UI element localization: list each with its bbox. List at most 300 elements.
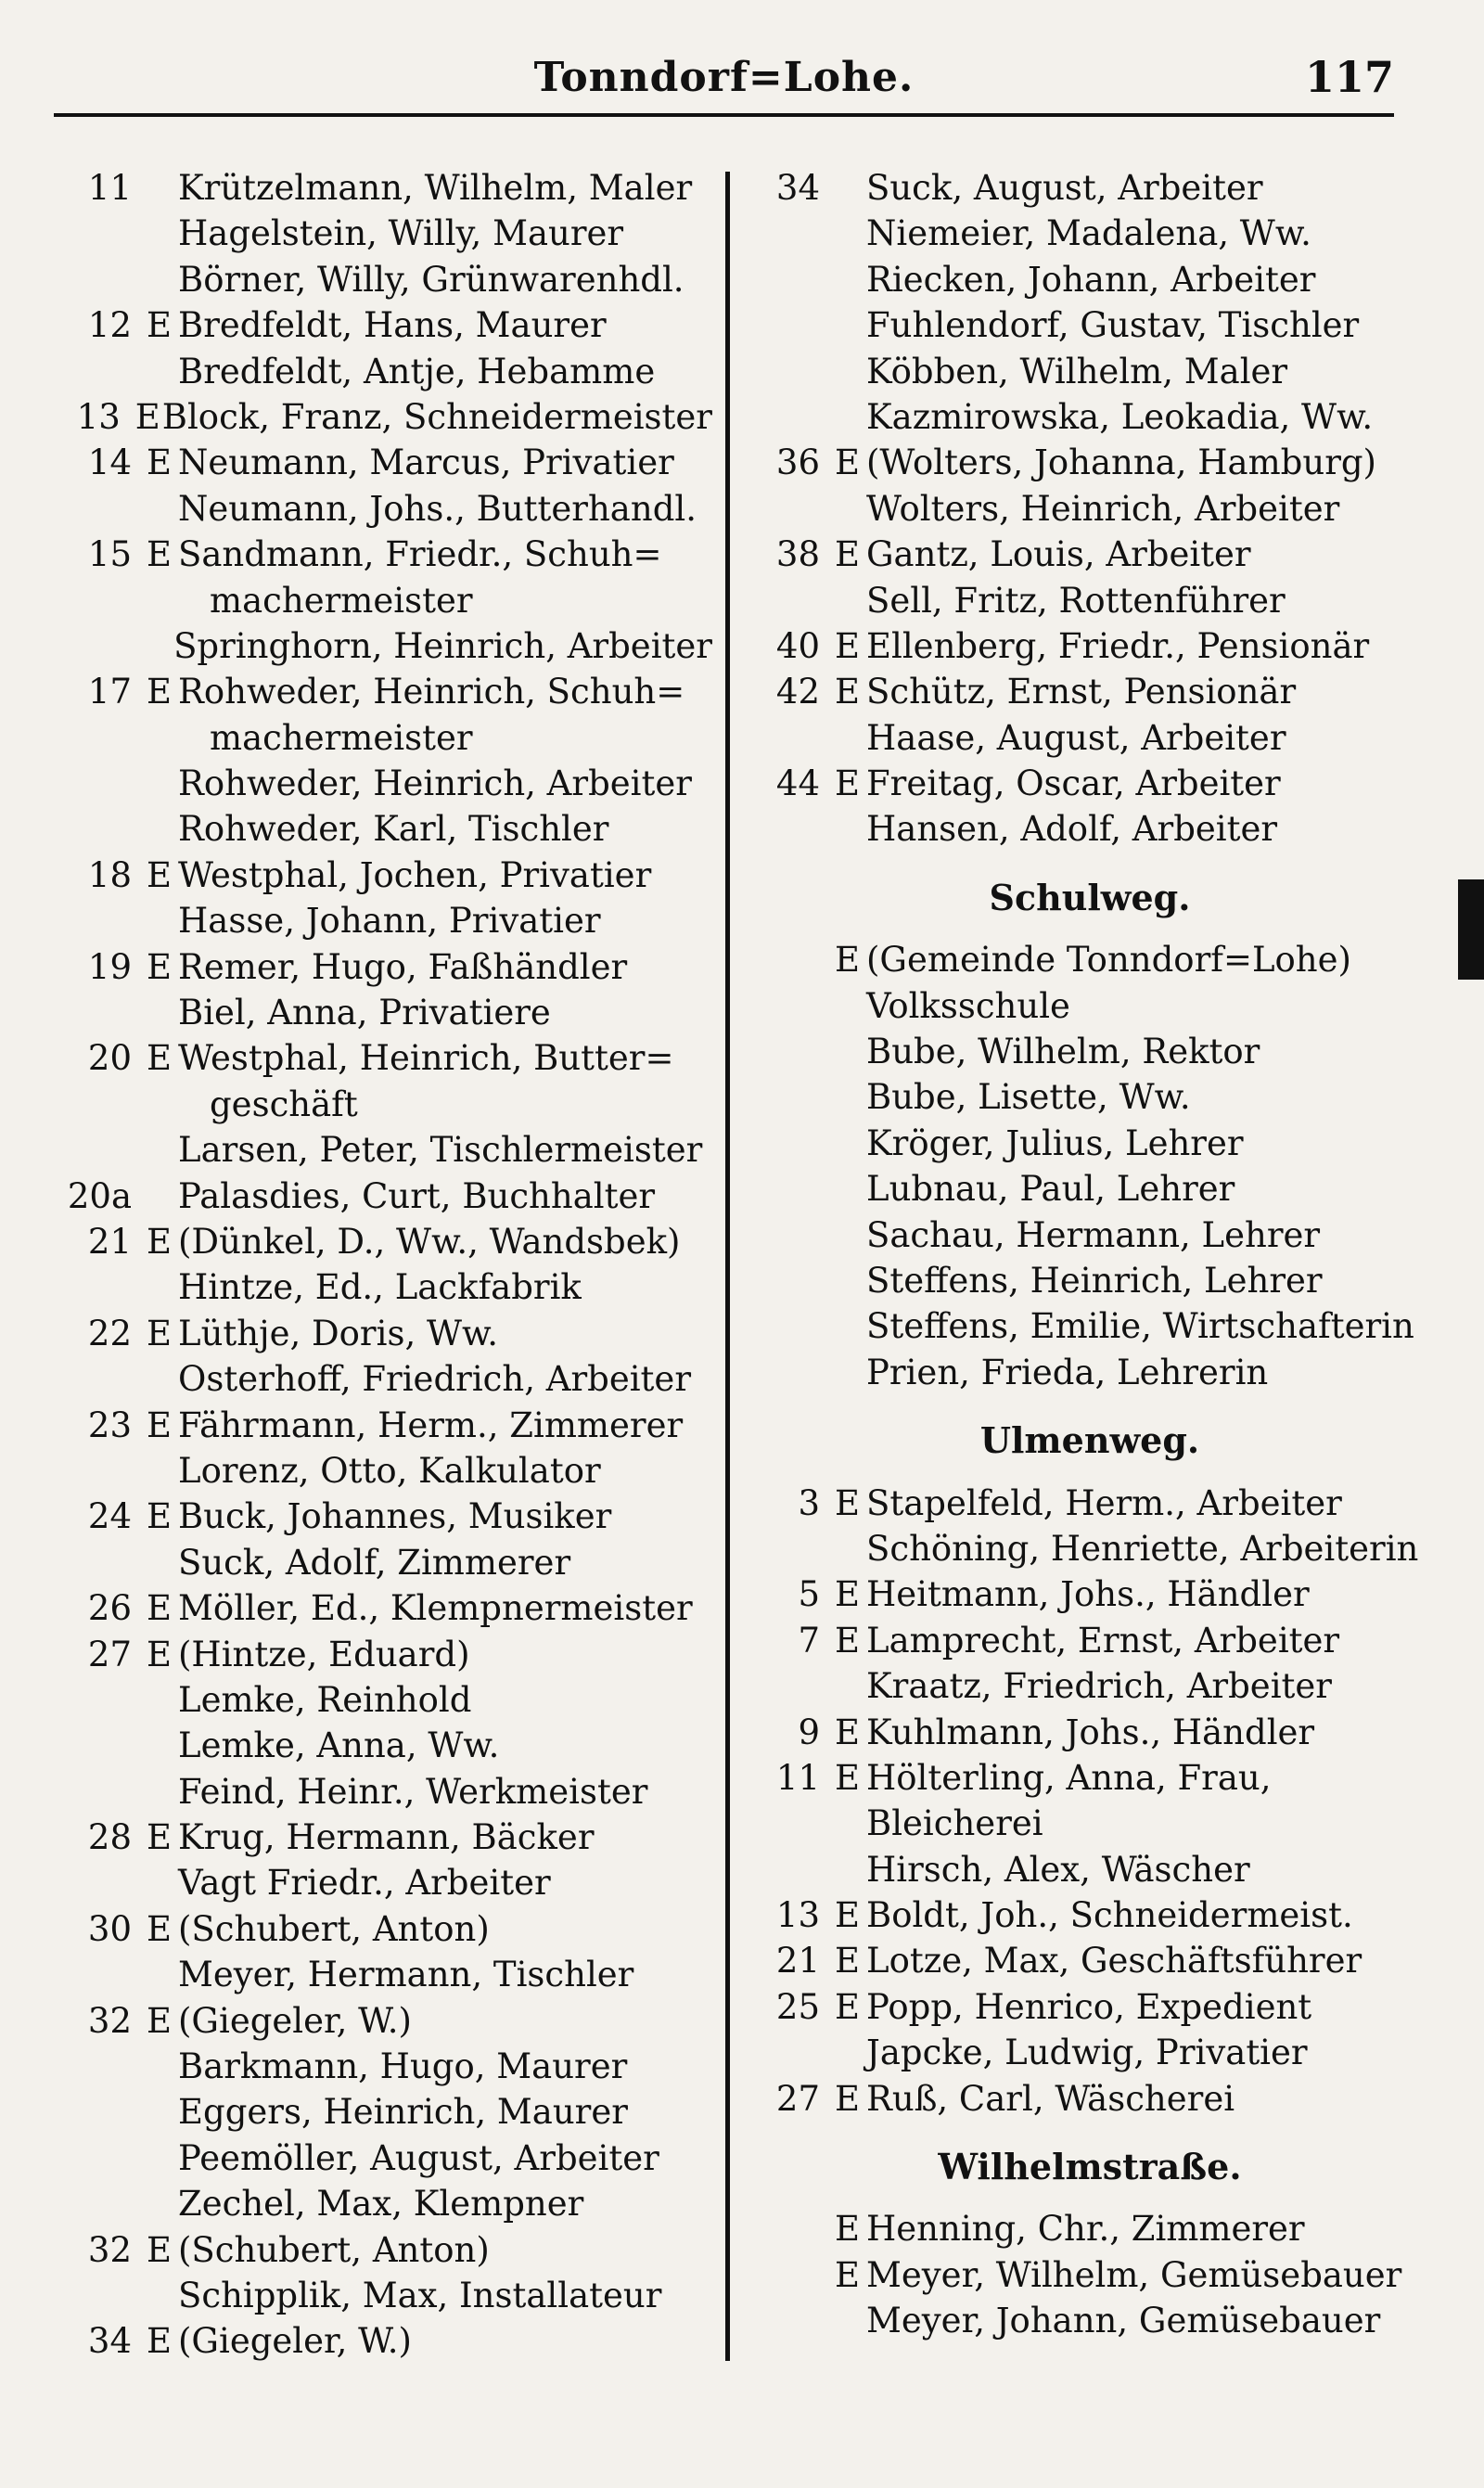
directory-entry: [756, 2076, 1424, 2122]
house-number: [54, 578, 147, 623]
owner-mark: [835, 1663, 866, 1709]
owner-mark: [147, 2135, 178, 2181]
directory-entry: [756, 1847, 1424, 1892]
directory-entry: [756, 1074, 1424, 1120]
resident-text: machermeister: [210, 580, 473, 621]
owner-mark: E: [835, 534, 861, 575]
directory-entry: [54, 806, 712, 852]
owner-mark: E: [835, 672, 861, 712]
house-number: [756, 578, 835, 623]
owner-mark: [835, 2298, 866, 2343]
directory-entry: [756, 669, 1424, 714]
house-number: 15: [87, 534, 132, 575]
owner-mark: [835, 349, 866, 394]
owner-mark: [147, 715, 178, 761]
house-number: 20: [87, 1038, 132, 1079]
resident-text: Buck, Johannes, Musiker: [178, 1496, 612, 1537]
owner-mark: [147, 211, 178, 256]
house-number: 32: [87, 2000, 132, 2041]
directory-entry: [54, 1952, 712, 1997]
directory-entry: [54, 761, 712, 806]
resident-text: Prien, Frieda, Lehrerin: [866, 1352, 1269, 1392]
house-number: [756, 1801, 835, 1846]
resident-text: Lüthje, Doris, Ww.: [178, 1313, 499, 1353]
owner-mark: [147, 578, 178, 623]
resident-text: Hintze, Ed., Lackfabrik: [178, 1267, 582, 1308]
owner-mark: E: [835, 1574, 861, 1615]
owner-mark: [147, 349, 178, 394]
owner-mark: [835, 302, 866, 348]
directory-entry: [756, 2252, 1424, 2298]
resident-text: Hasse, Johann, Privatier: [178, 901, 601, 942]
house-number: [54, 1952, 147, 1997]
resident-text: Stapelfeld, Herm., Arbeiter: [866, 1482, 1342, 1523]
house-number: [756, 1029, 835, 1074]
house-number: [756, 211, 835, 256]
resident-text: Rohweder, Karl, Tischler: [178, 809, 609, 850]
owner-mark: E: [147, 1404, 173, 1445]
owner-mark: [147, 806, 178, 852]
street-heading: Schulweg.: [989, 876, 1191, 918]
house-number: 7: [798, 1620, 820, 1661]
owner-mark: [835, 578, 866, 623]
resident-text: Heitmann, Johs., Händler: [866, 1574, 1310, 1615]
resident-text: Volksschule: [866, 985, 1070, 1026]
directory-entry: [54, 1585, 712, 1631]
owner-mark: [147, 1540, 178, 1585]
owner-mark: E: [835, 1620, 861, 1661]
owner-mark: E: [835, 940, 861, 981]
owner-mark: [835, 1526, 866, 1571]
owner-mark: [147, 761, 178, 806]
directory-entry: [54, 1769, 712, 1815]
directory-entry: [756, 1938, 1424, 1983]
page-header: [54, 46, 1394, 117]
owner-mark: E: [835, 2254, 861, 2295]
house-number: [54, 211, 147, 256]
resident-text: Ruß, Carl, Wäscherei: [866, 2078, 1235, 2119]
directory-entry: [756, 1801, 1424, 1846]
resident-text: (Wolters, Johanna, Hamburg): [866, 442, 1376, 483]
house-number: [756, 1663, 835, 1709]
resident-text: Neumann, Johs., Butterhandl.: [178, 488, 697, 529]
house-number: 13: [775, 1895, 820, 1936]
house-number: [756, 394, 835, 440]
house-number: 25: [775, 1986, 820, 2027]
street-heading: Wilhelmstraße.: [938, 2146, 1242, 2188]
page-number: 117: [1304, 52, 1394, 102]
resident-text: Fährmann, Herm., Zimmerer: [178, 1404, 684, 1445]
directory-entry: [54, 349, 712, 394]
owner-mark: E: [147, 305, 173, 346]
house-number: 19: [87, 946, 132, 987]
house-number: [54, 990, 147, 1035]
resident-text: Boldt, Joh., Schneidermeist.: [866, 1895, 1353, 1936]
house-number: 40: [775, 625, 820, 666]
resident-text: Hansen, Adolf, Arbeiter: [866, 809, 1278, 850]
directory-entry: [756, 1526, 1424, 1571]
directory-entry: [756, 1892, 1424, 1938]
house-number: [54, 2273, 147, 2318]
resident-text: Barkmann, Hugo, Maurer: [178, 2046, 628, 2087]
resident-text: Meyer, Johann, Gemüsebauer: [866, 2301, 1381, 2341]
resident-text: Vagt Friedr., Arbeiter: [178, 1863, 551, 1904]
owner-mark: [147, 1264, 178, 1310]
resident-text: Lemke, Anna, Ww.: [178, 1725, 500, 1766]
house-number: [54, 806, 147, 852]
directory-entry: [54, 1356, 712, 1402]
house-number: 17: [87, 672, 132, 712]
house-number: [54, 1860, 147, 1905]
owner-mark: E: [147, 1313, 173, 1353]
owner-mark: E: [147, 1634, 173, 1674]
resident-text: Larsen, Peter, Tischlermeister: [178, 1130, 703, 1171]
house-number: 38: [775, 534, 820, 575]
directory-entry: [54, 669, 712, 714]
directory-entry: [54, 1677, 712, 1723]
directory-entry: [756, 486, 1424, 532]
resident-text: Bleicherei: [866, 1803, 1043, 1844]
house-number: [54, 623, 144, 669]
owner-mark: E: [147, 2000, 173, 2041]
directory-entry: [756, 806, 1424, 852]
owner-mark: E: [835, 2078, 861, 2119]
resident-text: Fuhlendorf, Gustav, Tischler: [866, 305, 1360, 346]
directory-entry: [756, 257, 1424, 302]
resident-text: Henning, Chr., Zimmerer: [866, 2209, 1305, 2250]
resident-text: Steffens, Heinrich, Lehrer: [866, 1260, 1323, 1301]
resident-text: (Hintze, Eduard): [178, 1634, 470, 1674]
house-number: 27: [87, 1634, 132, 1674]
thumb-index-tab: [1458, 879, 1484, 980]
house-number: [54, 2181, 147, 2226]
resident-text: Hagelstein, Willy, Maurer: [178, 213, 624, 254]
owner-mark: [835, 1801, 866, 1846]
resident-text: Westphal, Jochen, Privatier: [178, 854, 652, 895]
resident-text: Sell, Fritz, Rottenführer: [866, 580, 1286, 621]
house-number: [54, 715, 147, 761]
directory-entry: [54, 2181, 712, 2226]
directory-entry: [54, 1311, 712, 1356]
owner-mark: [147, 1173, 178, 1219]
directory-entry: [756, 715, 1424, 761]
column-divider: [725, 172, 730, 2361]
directory-entry: [54, 1448, 712, 1494]
resident-text: Neumann, Marcus, Privatier: [178, 442, 674, 483]
directory-entry: [756, 532, 1424, 577]
resident-text: Kröger, Julius, Lehrer: [866, 1122, 1244, 1163]
directory-entry: [54, 578, 712, 623]
directory-entry: [756, 1029, 1424, 1074]
owner-mark: [835, 806, 866, 852]
owner-mark: [835, 715, 866, 761]
house-number: 21: [775, 1941, 820, 1981]
directory-entry: [54, 623, 712, 669]
house-number: 13: [76, 396, 121, 437]
owner-mark: [835, 165, 866, 211]
house-number: 18: [87, 854, 132, 895]
resident-text: Schipplik, Max, Installateur: [178, 2275, 662, 2315]
directory-entry: [54, 302, 712, 348]
resident-text: (Giegeler, W.): [178, 2321, 412, 2362]
resident-text: Freitag, Oscar, Arbeiter: [866, 763, 1281, 804]
resident-text: Lemke, Reinhold: [178, 1679, 472, 1720]
house-number: [756, 937, 835, 982]
house-number: 36: [775, 442, 820, 483]
resident-text: Eggers, Heinrich, Maurer: [178, 2092, 628, 2133]
house-number: 12: [87, 305, 132, 346]
owner-mark: E: [835, 1895, 861, 1936]
house-number: 23: [87, 1404, 132, 1445]
owner-mark: [835, 1847, 866, 1892]
owner-mark: E: [147, 672, 173, 712]
directory-entry: [756, 2206, 1424, 2251]
owner-mark: [147, 2044, 178, 2089]
owner-mark: [147, 257, 178, 302]
owner-mark: E: [147, 946, 173, 987]
house-number: [756, 486, 835, 532]
directory-entry: [54, 853, 712, 898]
house-number: [54, 2044, 147, 2089]
owner-mark: E: [147, 2321, 173, 2362]
directory-entry: [54, 1860, 712, 1905]
owner-mark: E: [835, 2209, 861, 2250]
owner-mark: [147, 1723, 178, 1768]
resident-text: Bredfeldt, Antje, Hebamme: [178, 351, 656, 391]
owner-mark: [147, 1082, 178, 1127]
house-number: 28: [87, 1817, 132, 1858]
resident-text: Schöning, Henriette, Arbeiterin: [866, 1528, 1419, 1569]
owner-mark: [147, 2089, 178, 2135]
right-column: [756, 165, 1424, 2344]
house-number: [756, 983, 835, 1029]
directory-entry: [756, 1710, 1424, 1755]
house-number: [756, 1526, 835, 1571]
resident-text: Zechel, Max, Klempner: [178, 2184, 584, 2225]
resident-text: (Schubert, Anton): [178, 1908, 490, 1949]
resident-text: Suck, August, Arbeiter: [866, 168, 1263, 208]
resident-text: Riecken, Johann, Arbeiter: [866, 259, 1316, 300]
directory-entry: [54, 990, 712, 1035]
directory-entry: [756, 578, 1424, 623]
directory-entry: [756, 440, 1424, 485]
house-number: [54, 2135, 147, 2181]
resident-text: Lorenz, Otto, Kalkulator: [178, 1450, 601, 1491]
owner-mark: [835, 983, 866, 1029]
owner-mark: [835, 1258, 866, 1303]
owner-mark: E: [835, 442, 861, 483]
resident-text: Meyer, Hermann, Tischler: [178, 1955, 634, 1995]
house-number: [756, 1074, 835, 1120]
directory-entry: [756, 1303, 1424, 1349]
house-number: 27: [775, 2078, 820, 2119]
directory-entry: [756, 623, 1424, 669]
owner-mark: [147, 486, 178, 532]
house-number: [756, 1847, 835, 1892]
house-number: [756, 2206, 835, 2251]
house-number: 42: [775, 672, 820, 712]
house-number: 30: [87, 1908, 132, 1949]
resident-text: Hirsch, Alex, Wäscher: [866, 1849, 1250, 1890]
resident-text: (Dünkel, D., Ww., Wandsbek): [178, 1221, 681, 1262]
resident-text: Köbben, Wilhelm, Maler: [866, 351, 1288, 391]
house-number: [756, 2298, 835, 2343]
house-number: [54, 486, 147, 532]
owner-mark: E: [147, 1588, 173, 1629]
directory-entry: [756, 211, 1424, 256]
directory-entry: [54, 2227, 712, 2273]
house-number: [756, 257, 835, 302]
resident-text: Remer, Hugo, Faßhändler: [178, 946, 628, 987]
resident-text: (Gemeinde Tonndorf=Lohe): [866, 940, 1351, 981]
directory-entry: [54, 2318, 712, 2364]
directory-entry: [54, 715, 712, 761]
owner-mark: [147, 1952, 178, 1997]
house-number: 32: [87, 2229, 132, 2270]
directory-entry: [756, 1571, 1424, 1617]
house-number: 44: [775, 763, 820, 804]
owner-mark: E: [835, 1757, 861, 1798]
house-number: [54, 1264, 147, 1310]
owner-mark: [835, 1303, 866, 1349]
directory-entry: [54, 1082, 712, 1127]
resident-text: Börner, Willy, Grünwarenhdl.: [178, 259, 684, 300]
resident-text: Hölterling, Anna, Frau,: [866, 1757, 1272, 1798]
house-number: [54, 2089, 147, 2135]
house-number: 34: [87, 2321, 132, 2362]
directory-entry: [54, 1035, 712, 1081]
owner-mark: E: [147, 1908, 173, 1949]
resident-text: Krützelmann, Wilhelm, Maler: [178, 168, 693, 208]
directory-entry: [54, 1219, 712, 1264]
owner-mark: [147, 990, 178, 1035]
house-number: [54, 1769, 147, 1815]
directory-entry: [756, 1663, 1424, 1709]
house-number: [54, 257, 147, 302]
owner-mark: [147, 898, 178, 943]
resident-text: Japcke, Ludwig, Privatier: [866, 2033, 1308, 2073]
directory-entry: [54, 165, 712, 211]
house-number: [54, 1677, 147, 1723]
resident-text: Schütz, Ernst, Pensionär: [866, 672, 1297, 712]
house-number: [756, 2252, 835, 2298]
directory-entry: [54, 1998, 712, 2044]
house-number: [54, 1540, 147, 1585]
directory-entry: [54, 1173, 712, 1219]
house-number: 20a: [67, 1175, 132, 1216]
directory-entry: [54, 486, 712, 532]
house-number: 14: [87, 442, 132, 483]
resident-text: (Schubert, Anton): [178, 2229, 490, 2270]
house-number: [756, 1258, 835, 1303]
house-number: 11: [775, 1757, 820, 1798]
directory-entry: [756, 1350, 1424, 1395]
directory-entry: [54, 1494, 712, 1539]
directory-entry: [54, 2273, 712, 2318]
house-number: [756, 1166, 835, 1212]
directory-entry: [756, 1212, 1424, 1258]
owner-mark: [835, 1350, 866, 1395]
resident-text: Steffens, Emilie, Wirtschafterin: [866, 1306, 1414, 1347]
resident-text: Rohweder, Heinrich, Arbeiter: [178, 763, 692, 804]
directory-entry: [756, 302, 1424, 348]
owner-mark: [147, 1677, 178, 1723]
owner-mark: E: [835, 1941, 861, 1981]
owner-mark: [147, 1127, 178, 1173]
directory-entry: [756, 394, 1424, 440]
owner-mark: [147, 1448, 178, 1494]
owner-mark: [835, 257, 866, 302]
house-number: [54, 1723, 147, 1768]
house-number: 24: [87, 1496, 132, 1537]
house-number: [756, 2030, 835, 2075]
owner-mark: E: [147, 534, 173, 575]
house-number: [54, 1127, 147, 1173]
owner-mark: [835, 2030, 866, 2075]
resident-text: Gantz, Louis, Arbeiter: [866, 534, 1251, 575]
resident-text: Meyer, Wilhelm, Gemüsebauer: [866, 2254, 1402, 2295]
directory-entry: [756, 1481, 1424, 1526]
owner-mark: [835, 211, 866, 256]
resident-text: Springhorn, Heinrich, Arbeiter: [173, 625, 712, 666]
resident-text: Sachau, Hermann, Lehrer: [866, 1214, 1321, 1255]
owner-mark: [835, 1029, 866, 1074]
house-number: 3: [798, 1482, 820, 1523]
owner-mark: [147, 165, 178, 211]
owner-mark: E: [147, 1496, 173, 1537]
resident-text: Peemöller, August, Arbeiter: [178, 2137, 659, 2178]
page-title: Tonndorf=Lohe.: [533, 54, 915, 101]
resident-text: Rohweder, Heinrich, Schuh=: [178, 672, 685, 712]
house-number: [756, 1350, 835, 1395]
house-number: [54, 349, 147, 394]
directory-entry: [54, 257, 712, 302]
resident-text: Lubnau, Paul, Lehrer: [866, 1169, 1235, 1210]
house-number: 34: [775, 168, 820, 208]
resident-text: Ellenberg, Friedr., Pensionär: [866, 625, 1370, 666]
owner-mark: E: [147, 1221, 173, 1262]
resident-text: Feind, Heinr., Werkmeister: [178, 1771, 648, 1812]
resident-text: Lotze, Max, Geschäftsführer: [866, 1941, 1362, 1981]
directory-entry: [54, 1632, 712, 1677]
owner-mark: E: [147, 854, 173, 895]
resident-text: Osterhoff, Friedrich, Arbeiter: [178, 1359, 692, 1400]
resident-text: Möller, Ed., Klempnermeister: [178, 1588, 693, 1629]
directory-entry: [54, 211, 712, 256]
resident-text: Palasdies, Curt, Buchhalter: [178, 1175, 656, 1216]
directory-entry: [54, 2135, 712, 2181]
resident-text: (Giegeler, W.): [178, 2000, 412, 2041]
directory-entry: [756, 761, 1424, 806]
owner-mark: E: [835, 625, 861, 666]
house-number: [756, 1121, 835, 1166]
street-heading: Ulmenweg.: [979, 1419, 1200, 1462]
owner-mark: [835, 1166, 866, 1212]
owner-mark: E: [147, 442, 173, 483]
directory-entry: [54, 2089, 712, 2135]
owner-mark: [147, 1356, 178, 1402]
house-number: 5: [798, 1574, 820, 1615]
owner-mark: E: [835, 1712, 861, 1752]
resident-text: Westphal, Heinrich, Butter=: [178, 1038, 674, 1079]
resident-text: Krug, Hermann, Bäcker: [178, 1817, 595, 1858]
house-number: 21: [87, 1221, 132, 1262]
directory-entry: [756, 1984, 1424, 2030]
house-number: [756, 1303, 835, 1349]
resident-text: Bube, Lisette, Ww.: [866, 1077, 1191, 1118]
resident-text: Block, Franz, Schneidermeister: [161, 396, 712, 437]
resident-text: Kazmirowska, Leokadia, Ww.: [866, 396, 1374, 437]
